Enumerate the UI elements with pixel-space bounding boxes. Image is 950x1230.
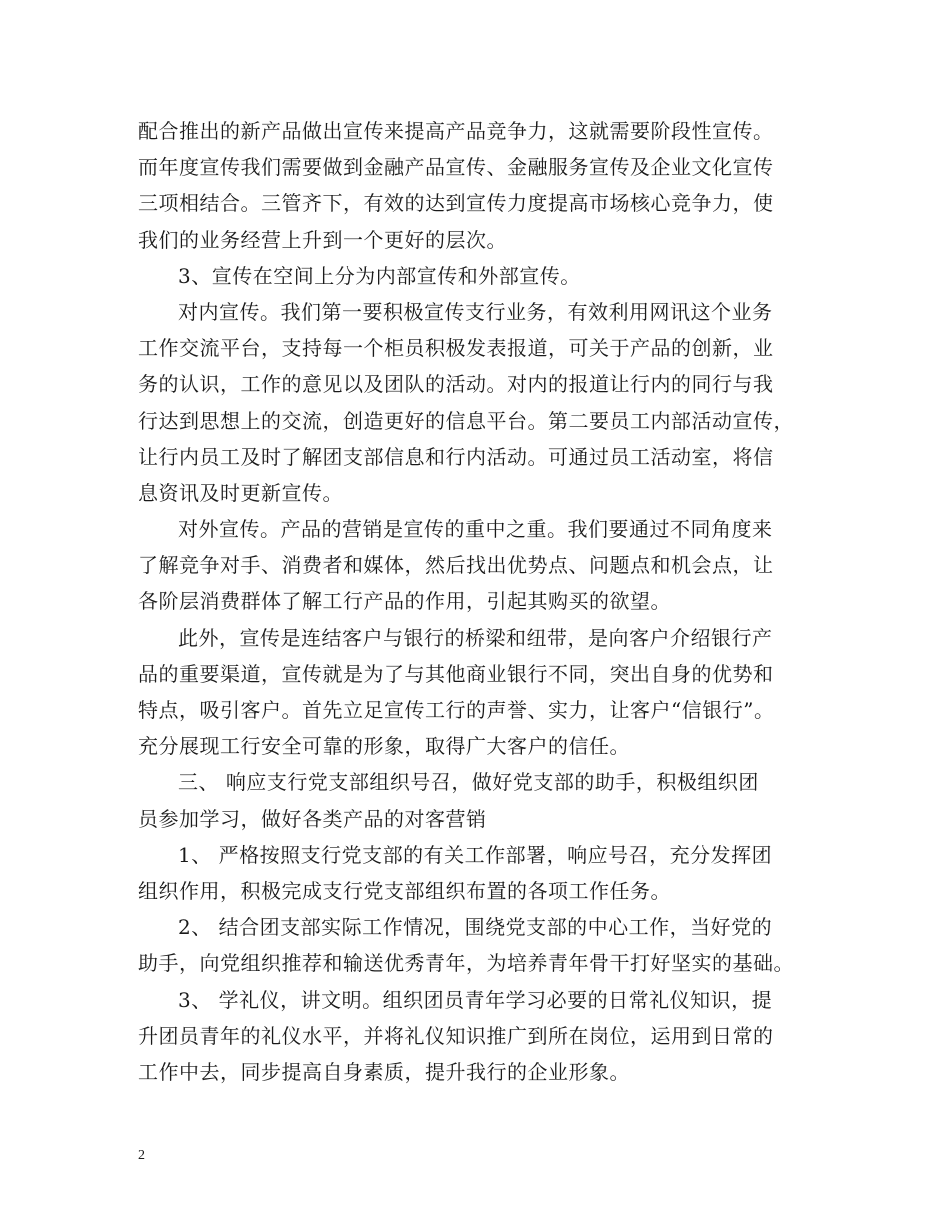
- text-line: 行达到思想上的交流，创造更好的信息平台。第二要员工内部活动宣传，: [138, 408, 794, 433]
- text-line: 对内宣传。我们第一要积极宣传支行业务，有效利用网讯这个业务: [178, 299, 773, 324]
- section-heading: 员参加学习，做好各类产品的对客营销: [138, 806, 487, 831]
- text-line: 配合推出的新产品做出宣传来提高产品竞争力，这就需要阶段性宣传。: [138, 119, 774, 143]
- text-line: 对外宣传。产品的营销是宣传的重中之重。我们要通过不同角度来: [178, 517, 773, 542]
- text-line: 组织作用，积极完成支行党支部组织布置的各项工作任务。: [138, 878, 671, 903]
- text-line: 特点，吸引客户。首先立足宣传工行的声誉、实力，让客户“信银行”。: [138, 698, 775, 722]
- text-line: 3、 学礼仪，讲文明。组织团员青年学习必要的日常礼仪知识，提: [178, 987, 773, 1012]
- text-line: 工作交流平台，支持每一个柜员积极发表报道，可关于产品的创新，业: [138, 336, 774, 361]
- page-number: 2: [138, 1148, 145, 1163]
- text-line: 3、宣传在空间上分为内部宣传和外部宣传。: [178, 263, 581, 288]
- text-line: 充分展现工行安全可靠的形象，取得广大客户的信任。: [138, 734, 630, 759]
- text-line: 助手，向党组织推荐和输送优秀青年，为培养青年骨干打好坚实的基础。: [138, 951, 794, 976]
- text-line: 各阶层消费群体了解工行产品的作用，引起其购买的欲望。: [138, 589, 671, 614]
- text-line: 品的重要渠道，宣传就是为了与其他商业银行不同，突出自身的优势和: [138, 661, 774, 686]
- text-line: 工作中去，同步提高自身素质，提升我行的企业形象。: [138, 1059, 630, 1084]
- text-line: 升团员青年的礼仪水平，并将礼仪知识推广到所在岗位，运用到日常的: [138, 1023, 774, 1048]
- text-line: 了解竞争对手、消费者和媒体，然后找出优势点、问题点和机会点，让: [138, 553, 774, 578]
- text-line: 2、 结合团支部实际工作情况，围绕党支部的中心工作，当好党的: [178, 915, 773, 940]
- text-line: 息资讯及时更新宣传。: [138, 480, 343, 505]
- text-line: 三项相结合。三管齐下，有效的达到宣传力度提高市场核心竞争力，使: [138, 191, 774, 216]
- section-heading: 三、 响应支行党支部组织号召，做好党支部的助手，积极组织团: [178, 770, 759, 795]
- text-line: 1、 严格按照支行党支部的有关工作部署，响应号召，充分发挥团: [178, 842, 773, 867]
- document-body: [138, 113, 818, 1090]
- text-line: 我们的业务经营上升到一个更好的层次。: [138, 227, 507, 252]
- text-line: 此外，宣传是连结客户与银行的桥梁和纽带，是向客户介绍银行产: [178, 625, 773, 650]
- text-line: 而年度宣传我们需要做到金融产品宣传、金融服务宣传及企业文化宣传: [138, 155, 774, 180]
- text-line: 让行内员工及时了解团支部信息和行内活动。可通过员工活动室，将信: [138, 444, 774, 469]
- text-line: 务的认识，工作的意见以及团队的活动。对内的报道让行内的同行与我: [138, 372, 774, 397]
